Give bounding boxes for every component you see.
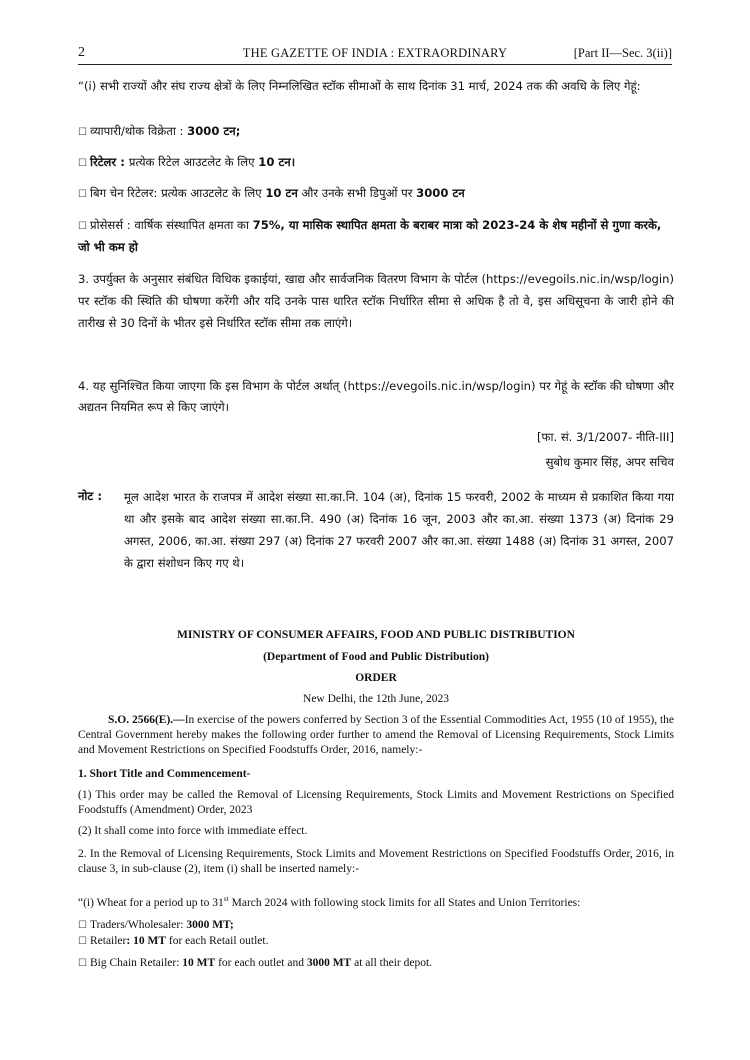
english-bigchain-line [78, 956, 674, 971]
page-header [78, 45, 672, 65]
english-item-intro [78, 896, 674, 911]
english-bigchain-value2: 3000 MT [306, 957, 352, 969]
hindi-processors-label: प्रोसेसर्स : वार्षिक संस्थापित क्षमता का [89, 218, 253, 232]
preamble-text: In exercise of the powers conferred by Section 3 of the Essential Commodities Act, 1955 (10 of 1955), the Central Government hereby makes the following order further to amend the Removal of Licensing Requirements, Stock Limits and Movement Restrictions on Specified Foodstuffs Order, 2016, namely:- [78, 714, 674, 756]
english-traders-value: 3000 MT; [186, 919, 234, 931]
department-heading: (Department of Food and Public Distribution) [263, 651, 489, 663]
file-number: [फा. सं. 3/1/2007- नीति-III] [537, 430, 674, 444]
hindi-bigchain-mid: और उनके सभी डिपुओं पर [297, 186, 417, 200]
hindi-bigchain-label: बिग चेन रिटेलर: प्रत्येक आउटलेट के लिए [89, 186, 266, 200]
note-text: मूल आदेश भारत के राजपत्र में आदेश संख्या सा.का.नि. 104 (अ), दिनांक 15 फरवरी, 2002 के माध्यम से प्रकाशित किया गया था और इसके बाद आदेश संख्या सा.का.नि. 490 (अ) दिनांक 16 जून, 2003 और का.आ. संख्या 1373 (अ) दिनांक 29 अगस्त, 2006, का.आ. संख्या 297 (अ) दिनांक 27 फरवरी 2007 और का.आ. संख्या 1488 (अ) दिनांक 31 अगस्त, 2007 के द्वारा संशोधन किए गए थे। [124, 490, 674, 570]
hindi-item-intro: “(i) सभी राज्यों और संघ राज्य क्षेत्रों के लिए निम्नलिखित स्टॉक सीमाओं के साथ दिनांक 31 मार्च, 2024 तक की अवधि के लिए गेहूं: [78, 79, 641, 93]
bullet-box-icon: ☐ [78, 158, 87, 169]
hindi-retailer-line [78, 152, 674, 174]
hindi-traders-line [78, 121, 674, 143]
page-number: 2 [78, 45, 85, 60]
bullet-box-icon: ☐ [78, 936, 87, 947]
ministry-heading: MINISTRY OF CONSUMER AFFAIRS, FOOD AND PUBLIC DISTRIBUTION [177, 629, 575, 641]
english-retailer-line [78, 934, 674, 949]
so-number: S.O. 2566(E).— [108, 714, 185, 726]
hindi-retailer-value: 10 टन। [258, 155, 296, 169]
place-date: New Delhi, the 12th June, 2023 [303, 693, 449, 705]
hindi-para-3: 3. उपर्युक्त के अनुसार संबंधित विधिक इकाईयां, खाद्य और सार्वजनिक वितरण विभाग के पोर्टल (https://evegoils.nic.in/wsp/login) पर स्टॉक की स्थिति की घोषणा करेंगी और यदि उनके पास धारित स्टॉक निर्धारित सीमा से अधिक है तो वे, इस अधिसूचना के जारी होने की तारीख से 30 दिनों के भीतर इसे निर्धारित स्टॉक सीमा तक लाएंगे। [78, 272, 674, 330]
clause-1-heading: 1. Short Title and Commencement- [78, 768, 251, 780]
english-item-intro-a: “(i) Wheat for a period up to 31 [78, 897, 224, 909]
hindi-traders-label: व्यापारी/थोक विक्रेता : [89, 124, 188, 138]
english-retailer-tail: for each Retail outlet. [165, 935, 269, 947]
english-item-intro-b: March 2024 with following stock limits for all States and Union Territories: [228, 897, 581, 909]
header-rule [78, 64, 672, 65]
hindi-traders-value: 3000 टन; [187, 124, 241, 138]
bullet-box-icon: ☐ [78, 920, 87, 931]
note-label: नोट : [78, 489, 102, 503]
hindi-processors-line [78, 215, 674, 258]
english-item-intro-sup: st [223, 894, 229, 904]
signatory: सुबोध कुमार सिंह, अपर सचिव [545, 455, 674, 469]
hindi-bigchain-line [78, 183, 674, 205]
english-traders-label: Traders/Wholesaler: [89, 919, 187, 931]
english-bigchain-tail: at all their depot. [351, 957, 433, 969]
english-bigchain-value1: 10 MT [182, 957, 216, 969]
bullet-box-icon: ☐ [78, 189, 87, 200]
hindi-bigchain-value1: 10 टन [265, 186, 298, 200]
english-bigchain-label: Big Chain Retailer: [89, 957, 183, 969]
clause-1-2: (2) It shall come into force with immediate effect. [78, 825, 308, 837]
hindi-bigchain-value2: 3000 टन [416, 186, 465, 200]
english-traders-line [78, 918, 674, 933]
hindi-processors-value: 75%, या मासिक स्थापित क्षमता के बराबर मात्रा को 2023-24 के शेष महीनों से गुणा करके, जो भी कम हो [78, 218, 662, 254]
gazette-title: THE GAZETTE OF INDIA : EXTRAORDINARY [242, 46, 508, 60]
bullet-box-icon: ☐ [78, 127, 87, 138]
english-retailer-label: Retailer [89, 935, 127, 947]
hindi-retailer-text: प्रत्येक रिटेल आउटलेट के लिए [128, 155, 259, 169]
note-block [78, 486, 674, 574]
order-heading: ORDER [355, 672, 397, 684]
english-bigchain-mid: for each outlet and [215, 957, 307, 969]
part-section: [Part II—Sec. 3(ii)] [573, 46, 672, 60]
bullet-box-icon: ☐ [78, 221, 87, 232]
hindi-para-4: 4. यह सुनिश्चित किया जाएगा कि इस विभाग के पोर्टल अर्थात् (https://evegoils.nic.in/wsp/login) पर गेहूं के स्टॉक की घोषणा और अद्यतन नियमित रूप से किए जाएंगे। [78, 379, 674, 414]
preamble [78, 713, 674, 758]
bullet-box-icon: ☐ [78, 958, 87, 969]
hindi-retailer-label: रिटेलर : [89, 155, 129, 169]
clause-2: 2. In the Removal of Licensing Requirements, Stock Limits and Movement Restrictions on Specified Foodstuffs Order, 2016, in clause 3, in sub-clause (2), item (i) shall be inserted namely:- [78, 848, 674, 875]
clause-1-1: (1) This order may be called the Removal of Licensing Requirements, Stock Limits and Movement Restrictions on Specified Foodstuffs (Amendment) Order, 2023 [78, 789, 674, 816]
english-retailer-value: : 10 MT [126, 935, 166, 947]
